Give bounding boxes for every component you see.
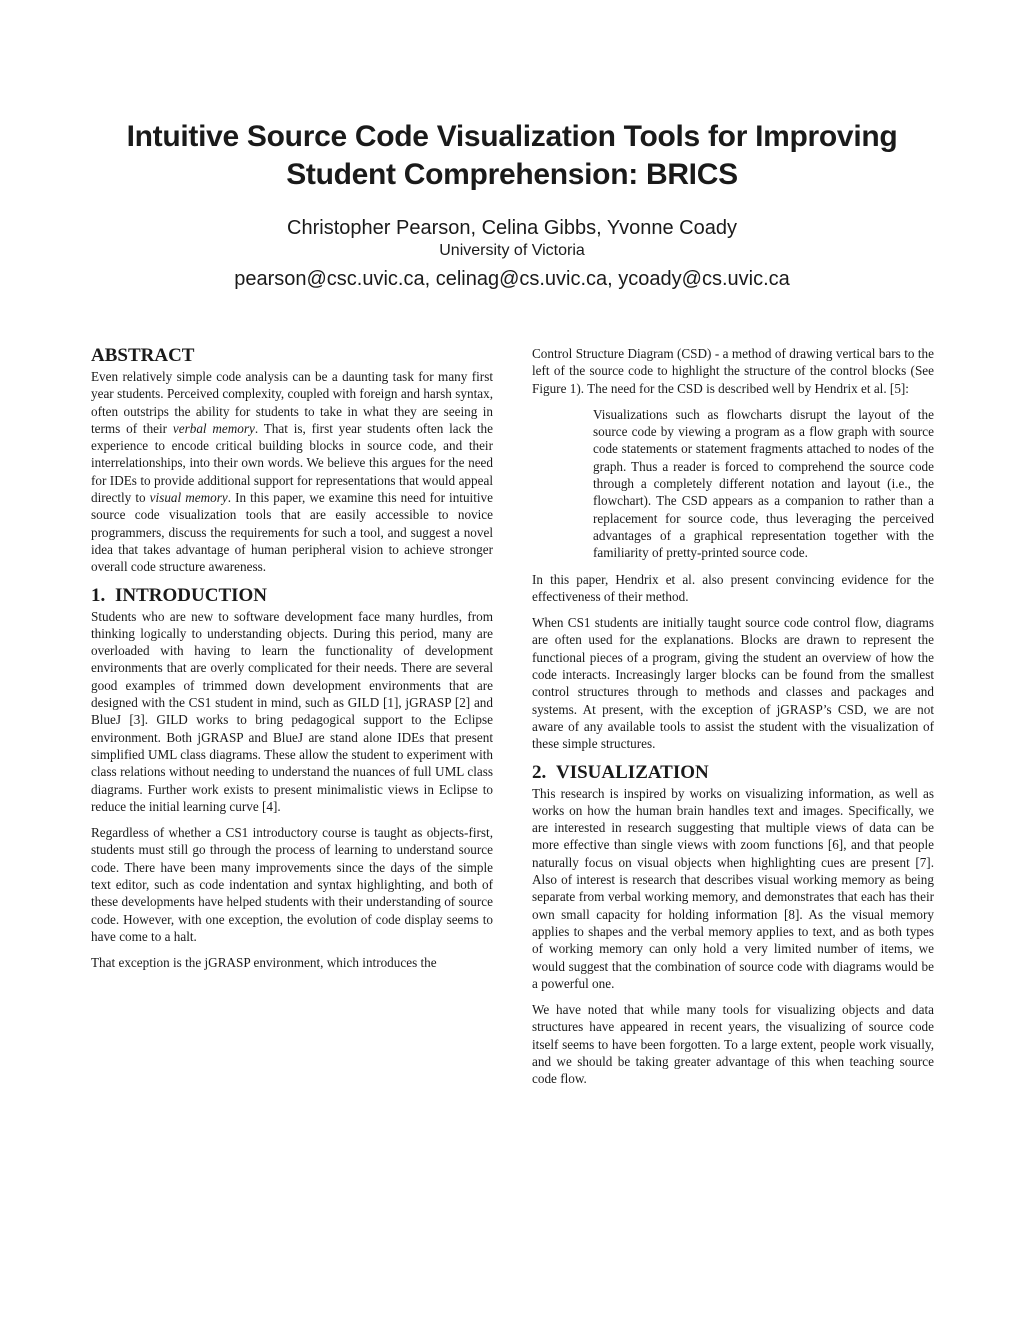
right-column [532, 345, 934, 1097]
paper-title [60, 118, 964, 194]
left-column [91, 345, 493, 981]
hendrix-evidence-paragraph: In this paper, Hendrix et al. also present convincing evidence for the effectiveness of their method. [532, 571, 934, 604]
intro-paragraph-1: Students who are new to software development face many hurdles, from thinking logically to understanding objects. During this period, many are overloaded with having to learn the functionality of development environments that are overly complicated for their needs. There are several good examples of trimmed down development environments that are designed with the CS1 student in mind, such as GILD [1], jGRASP [2] and BlueJ [3]. GILD works to bring pedagogical support to the Eclipse environment. Both jGRASP and BlueJ are stand alone IDEs that present simplified UML class diagrams. These allow the student to experiment with class relations without needing to understand the nuances of full UML class diagrams. Further work exists to present minimalistic views in Eclipse to reduce the initial learning curve [4]. [91, 608, 493, 814]
author-names: Christopher Pearson, Celina Gibbs, Yvonne Coady [287, 217, 737, 239]
section-number: 2. [532, 761, 547, 783]
visualization-paragraph-1: This research is inspired by works on visualizing information, as well as works on how the human brain handles text and images. Specifically, we are interested in research suggesting that multiple views of data can be more effective than single views with zoom functions [6], and that people naturally focus on visual objects when highlighting cues are present [7]. Also of interest is research that describes visual working memory as being separate from verbal working memory, and demonstrates that each has their own small capacity for holding information [8]. As the visual memory applies to shapes and the verbal memory applies to text, and as both types of working memory can only hold a very limited number of items, we would suggest that the combination of source code with diagrams would be a powerful one. [532, 785, 934, 991]
author-affiliation: University of Victoria [439, 242, 585, 259]
verbal-memory-term: verbal memory [172, 420, 255, 436]
title-line-2: Student Comprehension: BRICS [286, 158, 738, 191]
introduction-heading: 1. INTRODUCTION [91, 584, 268, 606]
visualization-heading: 2. VISUALIZATION [532, 761, 709, 783]
intro-paragraph-3: That exception is the jGRASP environment, which introduces the [91, 955, 437, 971]
csd-continuation-paragraph: Control Structure Diagram (CSD) - a method of drawing vertical bars to the left of the source code to highlight the structure of the control blocks (See Figure 1). The need for the CSD is described well by Hendrix et al. [5]: [532, 346, 934, 396]
cs1-control-flow-paragraph: When CS1 students are initially taught source code control flow, diagrams are often used for the explanations. Blocks are drawn to represent the functional pieces of a program, giving the student an overview of how the code interacts. Increasingly larger blocks can be found from the smallest control structures through to methods and classes and packages and systems. At present, with the exception of jGRASP’s CSD, we are not aware of any available tools to assist the student with the visualization of these simple structures. [532, 615, 934, 752]
abstract-heading: ABSTRACT [91, 345, 195, 366]
visualization-paragraph-2: We have noted that while many tools for visualizing objects and data structures have appeared in recent years, the visualizing of source code itself seems to have been forgotten. To a large extent, people work visually, and we should be taking greater advantage of this when teaching source code flow. [532, 1002, 934, 1087]
title-line-1: Intuitive Source Code Visualization Tools for Improving [126, 120, 898, 153]
author-emails: pearson@csc.uvic.ca, celinag@cs.uvic.ca, ycoady@cs.uvic.ca [234, 268, 790, 290]
abstract-text: Even relatively simple code analysis can be a daunting task for many first year students. Perceived complexity, coupled with foreign and harsh syntax, often outstrips the ability for students to take in what they are seeing in terms of their verbal memory. That is, first year students often lack the experience to encode critical building blocks in source code, and their interrelationships, into their own words. We believe this argues for the need for IDEs to provide additional support for representations that would appeal directly to visual memory. In this paper, we examine this need for intuitive source code visualization tools that are easily accessible to novice programmers, discuss the requirements for such a tool, and suggest a novel idea that takes advantage of human peripheral vision to achieve stronger overall code structure awareness. [91, 369, 494, 575]
section-number: 1. [91, 584, 106, 606]
intro-paragraph-2: Regardless of whether a CS1 introductory course is taught as objects-first, students must still go through the process of learning to understand source code. There have been many improvements since the days of the simple text editor, such as code indentation and syntax highlighting, and both of these developments have helped students with their understanding of source code. However, with one exception, the evolution of code display seems to have come to a halt. [91, 825, 493, 944]
hendrix-quote: Visualizations such as flowcharts disrupt the layout of the source code by viewing a program as a flow graph with source code statements or statement fragments attached to nodes of the graph. Thus a reader is forced to comprehend the source code through a completely different notation and layout (i.e., the flowchart). The CSD appears as a companion to rather than a replacement for source code, thus leveraging the perceived advantages of a graphical representation together with the familiarity of pretty-printed source code. [593, 406, 934, 561]
visual-memory-term: visual memory [149, 490, 228, 506]
